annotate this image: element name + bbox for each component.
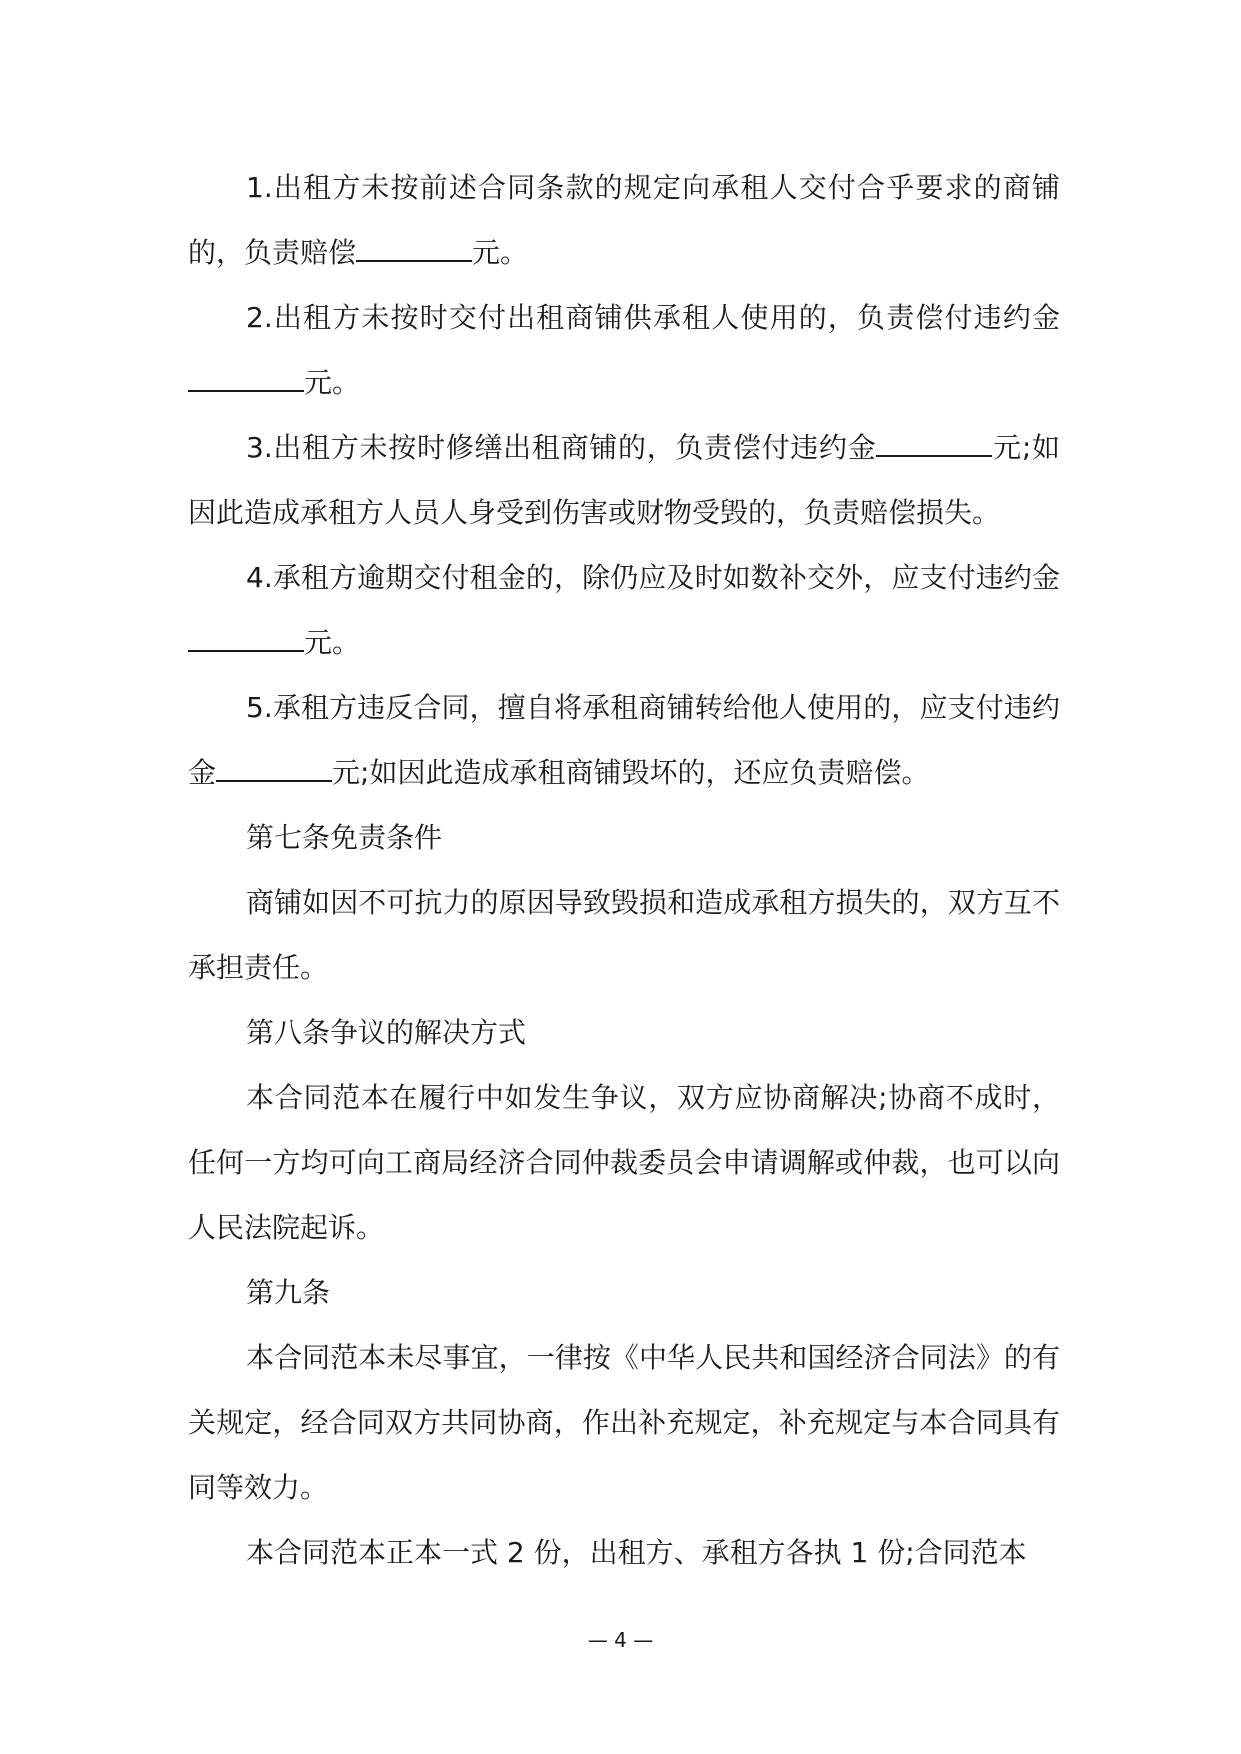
page-number: — 4 — (587, 1628, 654, 1652)
document-body (188, 155, 1060, 1585)
clause-text: 5.承租方违反合同，擅自将承租商铺转给他人使用的，应支付违约金 (188, 691, 1060, 789)
article-9-body: 本合同范本未尽事宜，一律按《中华人民共和国经济合同法》的有关规定，经合同双方共同协商，作出补充规定，补充规定与本合同具有同等效力。 (188, 1341, 1060, 1504)
clause-text: 元;如因此造成承租商铺毁坏的，还应负责赔偿。 (332, 756, 930, 789)
clause-item-2 (188, 285, 1060, 415)
clause-text: 2.出租方未按时交付出租商铺供承租人使用的，负责偿付违约金 (246, 301, 1060, 334)
clause-text: 元;如因此造成承租方人员人身受到伤害或财物受毁的，负责赔偿损失。 (188, 431, 1060, 529)
article-7-body: 商铺如因不可抗力的原因导致毁损和造成承租方损失的，双方互不承担责任。 (188, 886, 1060, 984)
copies-paragraph: 本合同范本正本一式 2 份，出租方、承租方各执 1 份;合同范本 (246, 1536, 1027, 1569)
blank-field (216, 758, 332, 782)
article-8-heading: 第八条争议的解决方式 (246, 1016, 527, 1049)
clause-item-5 (188, 675, 1060, 805)
clause-text: 1.出租方未按前述合同条款的规定向承租人交付合乎要求的商铺的，负责赔偿 (188, 171, 1060, 269)
clause-text: 4.承租方逾期交付租金的，除仍应及时如数补交外，应支付违约金 (246, 561, 1060, 594)
clause-item-4 (188, 545, 1060, 675)
clause-text: 元。 (304, 366, 361, 399)
blank-field (356, 238, 472, 262)
clause-item-1 (188, 155, 1060, 285)
article-8-body: 本合同范本在履行中如发生争议，双方应协商解决;协商不成时，任何一方均可向工商局经济合同仲裁委员会申请调解或仲裁，也可以向人民法院起诉。 (188, 1081, 1060, 1244)
blank-field (188, 628, 304, 652)
clause-text: 元。 (304, 626, 361, 659)
article-9-heading: 第九条 (246, 1276, 331, 1309)
clause-item-3 (188, 415, 1060, 545)
article-7-heading: 第七条免责条件 (246, 821, 443, 854)
blank-field (188, 368, 304, 392)
blank-field (876, 433, 992, 457)
clause-text: 3.出租方未按时修缮出租商铺的，负责偿付违约金 (246, 431, 877, 464)
clause-text: 元。 (472, 236, 529, 269)
